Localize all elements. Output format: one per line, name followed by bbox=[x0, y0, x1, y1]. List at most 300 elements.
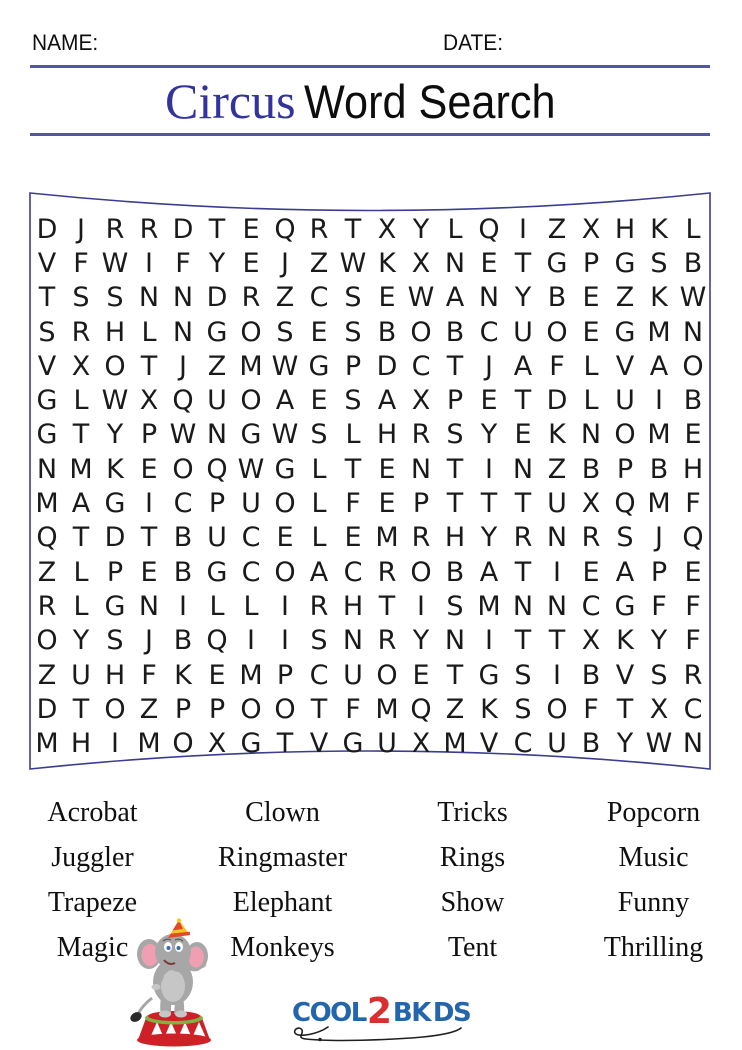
grid-letter: U bbox=[377, 728, 397, 760]
grid-letter: A bbox=[377, 385, 397, 417]
grid-letter: D bbox=[206, 282, 228, 314]
grid-letter: N bbox=[444, 247, 466, 279]
grid-letter: P bbox=[344, 350, 362, 382]
grid-letter: F bbox=[685, 625, 701, 657]
grid-letter: F bbox=[549, 350, 565, 382]
grid-letter: T bbox=[480, 488, 498, 520]
grid-letter: K bbox=[480, 693, 498, 725]
grid-letter: S bbox=[446, 419, 464, 451]
grid-letter: L bbox=[243, 590, 259, 622]
grid-letter: C bbox=[411, 350, 431, 382]
grid-letter: T bbox=[310, 693, 328, 725]
grid-letter: H bbox=[682, 453, 704, 485]
grid-letter: O bbox=[546, 316, 568, 348]
grid-letter: O bbox=[104, 693, 126, 725]
grid-letter: M bbox=[477, 590, 501, 622]
grid-letter: Q bbox=[206, 453, 228, 485]
grid-letter: W bbox=[679, 282, 707, 314]
word-item: Funny bbox=[617, 886, 690, 918]
grid-letter: W bbox=[237, 453, 265, 485]
grid-letter: H bbox=[614, 213, 636, 245]
grid-letter: E bbox=[582, 316, 600, 348]
grid-letter: K bbox=[174, 659, 192, 691]
grid-letter: C bbox=[683, 693, 703, 725]
grid-letter: U bbox=[207, 522, 227, 554]
grid-letter: R bbox=[411, 419, 431, 451]
grid-letter: Q bbox=[682, 522, 704, 554]
grid-letter: F bbox=[583, 693, 599, 725]
grid-letter: E bbox=[140, 556, 158, 588]
grid-letter: O bbox=[410, 556, 432, 588]
logo-text-cool: COOL bbox=[292, 998, 366, 1028]
grid-letter: N bbox=[478, 282, 500, 314]
logo-text-ds: DS bbox=[432, 998, 471, 1028]
grid-letter: V bbox=[309, 728, 329, 760]
grid-letter: A bbox=[513, 350, 533, 382]
grid-letter: L bbox=[685, 213, 701, 245]
grid-letter: C bbox=[309, 282, 329, 314]
grid-letter: U bbox=[547, 488, 567, 520]
grid-letter: O bbox=[614, 419, 636, 451]
grid-letter: R bbox=[513, 522, 533, 554]
grid-letter: S bbox=[310, 625, 328, 657]
grid-letter: M bbox=[239, 659, 263, 691]
word-column bbox=[380, 790, 565, 970]
grid-letter: Z bbox=[547, 213, 567, 245]
grid-letter: H bbox=[70, 728, 92, 760]
grid-letter: C bbox=[241, 556, 261, 588]
grid-letter: I bbox=[281, 590, 289, 622]
grid-letter: N bbox=[682, 316, 704, 348]
grid-letter: M bbox=[35, 728, 59, 760]
grid-letter: Q bbox=[206, 625, 228, 657]
grid-letter: G bbox=[274, 453, 296, 485]
grid-letter: T bbox=[344, 213, 362, 245]
grid-letter: T bbox=[514, 556, 532, 588]
grid-letter: Y bbox=[412, 213, 430, 245]
grid-letter: M bbox=[35, 488, 59, 520]
grid-letter: I bbox=[111, 728, 119, 760]
grid-letter: S bbox=[446, 590, 464, 622]
grid-letter: R bbox=[105, 213, 125, 245]
grid-letter: C bbox=[241, 522, 261, 554]
grid-letter: C bbox=[343, 556, 363, 588]
grid-letter: J bbox=[485, 350, 493, 382]
grid-letter: O bbox=[36, 625, 58, 657]
grid-letter: I bbox=[417, 590, 425, 622]
grid-letter: T bbox=[616, 693, 634, 725]
grid-letter: F bbox=[685, 590, 701, 622]
grid-letter: E bbox=[582, 556, 600, 588]
grid-letter: P bbox=[650, 556, 668, 588]
grid-letter: Y bbox=[72, 625, 90, 657]
grid-letter: G bbox=[478, 659, 500, 691]
grid-letter: E bbox=[480, 385, 498, 417]
grid-letter: M bbox=[647, 316, 671, 348]
grid-letter: L bbox=[141, 316, 157, 348]
grid-letter: B bbox=[581, 728, 601, 760]
grid-letter: W bbox=[169, 419, 197, 451]
grid-letter: K bbox=[650, 282, 668, 314]
grid-letter: R bbox=[241, 282, 261, 314]
grid-letter: L bbox=[345, 419, 361, 451]
grid-letter: F bbox=[141, 659, 157, 691]
grid-letter: U bbox=[343, 659, 363, 691]
grid-letter: N bbox=[512, 453, 534, 485]
title-accent: Circus bbox=[165, 73, 296, 129]
grid-letter: L bbox=[583, 385, 599, 417]
grid-letter: C bbox=[479, 316, 499, 348]
grid-letter: E bbox=[344, 522, 362, 554]
grid-letter: G bbox=[614, 316, 636, 348]
grid-letter: U bbox=[241, 488, 261, 520]
grid-letter: U bbox=[207, 385, 227, 417]
grid-letter: T bbox=[514, 625, 532, 657]
grid-letter: S bbox=[514, 693, 532, 725]
grid-letter: X bbox=[411, 728, 431, 760]
grid-letter: O bbox=[546, 693, 568, 725]
grid-letter: B bbox=[649, 453, 669, 485]
grid-letter: N bbox=[172, 282, 194, 314]
grid-letter: G bbox=[36, 385, 58, 417]
grid-letter: P bbox=[106, 556, 124, 588]
grid-letter: X bbox=[581, 625, 601, 657]
grid-letter: W bbox=[407, 282, 435, 314]
grid-letter: S bbox=[344, 385, 362, 417]
grid-letter: K bbox=[548, 419, 566, 451]
grid-letter: O bbox=[240, 316, 262, 348]
grid-letter: Z bbox=[615, 282, 635, 314]
grid-letter: C bbox=[173, 488, 193, 520]
grid-letter: D bbox=[546, 385, 568, 417]
grid-letter: T bbox=[446, 659, 464, 691]
grid-letter: Y bbox=[616, 728, 634, 760]
grid-letter: J bbox=[655, 522, 663, 554]
grid-letter: T bbox=[208, 213, 226, 245]
grid-letter: I bbox=[553, 556, 561, 588]
grid-letter: S bbox=[38, 316, 56, 348]
word-item: Magic bbox=[56, 931, 129, 963]
grid-letter: U bbox=[547, 728, 567, 760]
grid-letter: T bbox=[38, 282, 56, 314]
page-title bbox=[0, 72, 742, 130]
grid-letter: Q bbox=[36, 522, 58, 554]
grid-letter: G bbox=[104, 488, 126, 520]
grid-letter: S bbox=[276, 316, 294, 348]
grid-letter: I bbox=[519, 213, 527, 245]
grid-letter: I bbox=[281, 625, 289, 657]
grid-letter: F bbox=[651, 590, 667, 622]
word-item: Popcorn bbox=[606, 796, 701, 828]
grid-letter: K bbox=[616, 625, 634, 657]
grid-letter: L bbox=[73, 385, 89, 417]
grid-letter: X bbox=[71, 350, 91, 382]
grid-letter: S bbox=[106, 625, 124, 657]
grid-letter: O bbox=[274, 556, 296, 588]
grid-letter: S bbox=[616, 522, 634, 554]
grid-letter: U bbox=[513, 316, 533, 348]
grid-letter: C bbox=[309, 659, 329, 691]
word-item: Monkeys bbox=[230, 931, 335, 963]
grid-letter: T bbox=[548, 625, 566, 657]
grid-letter: R bbox=[309, 213, 329, 245]
grid-letter: L bbox=[583, 350, 599, 382]
grid-letter: B bbox=[445, 556, 465, 588]
grid-letter: E bbox=[310, 385, 328, 417]
grid-letter: G bbox=[614, 247, 636, 279]
grid-letter: S bbox=[514, 659, 532, 691]
word-column bbox=[565, 790, 742, 970]
grid-letter: T bbox=[72, 419, 90, 451]
grid-letter: U bbox=[71, 659, 91, 691]
grid-letter: T bbox=[514, 488, 532, 520]
word-item: Ringmaster bbox=[217, 841, 348, 873]
grid-letter: R bbox=[581, 522, 601, 554]
grid-letter: R bbox=[377, 625, 397, 657]
grid-letter: E bbox=[242, 213, 260, 245]
elephant-icon bbox=[126, 918, 222, 1048]
grid-letter: K bbox=[106, 453, 124, 485]
grid-letter: V bbox=[615, 659, 635, 691]
grid-letter: E bbox=[378, 282, 396, 314]
grid-letter: B bbox=[581, 453, 601, 485]
grid-letter: G bbox=[240, 419, 262, 451]
grid-letter: S bbox=[650, 659, 668, 691]
grid-letter: I bbox=[553, 659, 561, 691]
grid-letter: K bbox=[650, 213, 668, 245]
grid-letter: N bbox=[138, 590, 160, 622]
grid-letter: O bbox=[104, 350, 126, 382]
grid-letter: L bbox=[311, 453, 327, 485]
grid-letter: E bbox=[412, 659, 430, 691]
grid-letter: P bbox=[140, 419, 158, 451]
grid-letter: V bbox=[37, 350, 57, 382]
grid-letter: O bbox=[172, 453, 194, 485]
grid-letter: E bbox=[684, 556, 702, 588]
grid-letter: X bbox=[411, 385, 431, 417]
grid-letter: N bbox=[172, 316, 194, 348]
grid-letter: Q bbox=[172, 385, 194, 417]
grid-letter: X bbox=[649, 693, 669, 725]
grid-letter: P bbox=[446, 385, 464, 417]
grid-letter: Q bbox=[478, 213, 500, 245]
grid-letter: N bbox=[206, 419, 228, 451]
grid-letter: E bbox=[514, 419, 532, 451]
grid-letter: J bbox=[281, 247, 289, 279]
grid-letter: T bbox=[514, 247, 532, 279]
grid-letter: Y bbox=[208, 247, 226, 279]
grid-letter: R bbox=[683, 659, 703, 691]
grid-letter: B bbox=[173, 625, 193, 657]
grid-letter: F bbox=[73, 247, 89, 279]
grid-letter: Q bbox=[614, 488, 636, 520]
word-list bbox=[0, 790, 742, 970]
logo-text bbox=[292, 991, 471, 1032]
logo-swoosh bbox=[288, 1024, 466, 1044]
grid-letter: O bbox=[240, 693, 262, 725]
grid-letter: N bbox=[138, 282, 160, 314]
grid-letter: Z bbox=[37, 659, 57, 691]
grid-letter: L bbox=[311, 488, 327, 520]
grid-letter: N bbox=[546, 522, 568, 554]
date-label: DATE: bbox=[443, 30, 503, 55]
word-item: Elephant bbox=[232, 886, 333, 918]
word-item: Juggler bbox=[51, 841, 134, 873]
grid-letter: I bbox=[485, 453, 493, 485]
grid-letter: J bbox=[179, 350, 187, 382]
grid-letter: O bbox=[274, 693, 296, 725]
grid-letter: P bbox=[174, 693, 192, 725]
grid-letter: R bbox=[411, 522, 431, 554]
grid-letter: A bbox=[479, 556, 499, 588]
grid-letter: N bbox=[580, 419, 602, 451]
grid-letter: L bbox=[447, 213, 463, 245]
grid-letter: T bbox=[72, 693, 90, 725]
grid-letter: X bbox=[139, 385, 159, 417]
grid-letter: M bbox=[69, 453, 93, 485]
top-divider-line bbox=[30, 65, 710, 68]
grid-letter: T bbox=[514, 385, 532, 417]
grid-letter: X bbox=[581, 213, 601, 245]
grid-letter: J bbox=[145, 625, 153, 657]
grid-letter: G bbox=[342, 728, 364, 760]
grid-letter: B bbox=[683, 247, 703, 279]
grid-letter: N bbox=[36, 453, 58, 485]
grid-letter: E bbox=[208, 659, 226, 691]
grid-letter: I bbox=[655, 385, 663, 417]
grid-letter: E bbox=[310, 316, 328, 348]
grid-letter: P bbox=[276, 659, 294, 691]
grid-letter: W bbox=[271, 419, 299, 451]
grid-letter: E bbox=[684, 419, 702, 451]
grid-letter: E bbox=[242, 247, 260, 279]
grid-letter: B bbox=[173, 522, 193, 554]
grid-letter: X bbox=[581, 488, 601, 520]
grid-letter: J bbox=[77, 213, 85, 245]
grid-letter: C bbox=[581, 590, 601, 622]
grid-letter: A bbox=[649, 350, 669, 382]
word-item: Music bbox=[618, 841, 689, 873]
grid-letter: O bbox=[240, 385, 262, 417]
grid-letter: I bbox=[247, 625, 255, 657]
grid-letter: P bbox=[616, 453, 634, 485]
word-item: Tent bbox=[447, 931, 498, 963]
grid-letter: W bbox=[101, 385, 129, 417]
grid-letter: A bbox=[71, 488, 91, 520]
grid-letter: P bbox=[208, 488, 226, 520]
grid-letter: Y bbox=[480, 419, 498, 451]
grid-letter: W bbox=[339, 247, 367, 279]
wordsearch-grid bbox=[30, 212, 710, 761]
logo-text-bk: BK bbox=[392, 998, 430, 1028]
grid-letter: N bbox=[342, 625, 364, 657]
grid-letter: V bbox=[37, 247, 57, 279]
grid-letter: E bbox=[276, 522, 294, 554]
grid-letter: A bbox=[615, 556, 635, 588]
grid-letter: D bbox=[172, 213, 194, 245]
title-rest: Word Search bbox=[303, 75, 556, 128]
grid-letter: L bbox=[73, 556, 89, 588]
grid-letter: Q bbox=[410, 693, 432, 725]
title-underline bbox=[30, 133, 710, 136]
grid-letter: G bbox=[546, 247, 568, 279]
grid-letter: B bbox=[581, 659, 601, 691]
grid-letter: L bbox=[311, 522, 327, 554]
grid-letter: R bbox=[377, 556, 397, 588]
grid-letter: E bbox=[140, 453, 158, 485]
grid-letter: M bbox=[647, 419, 671, 451]
word-item: Show bbox=[440, 886, 505, 918]
grid-letter: T bbox=[446, 488, 464, 520]
grid-letter: Y bbox=[480, 522, 498, 554]
grid-letter: U bbox=[615, 385, 635, 417]
grid-letter: H bbox=[104, 316, 126, 348]
grid-letter: I bbox=[145, 488, 153, 520]
grid-letter: B bbox=[683, 385, 703, 417]
grid-letter: B bbox=[377, 316, 397, 348]
grid-letter: O bbox=[410, 316, 432, 348]
grid-letter: W bbox=[101, 247, 129, 279]
circus-elephant-illustration bbox=[126, 918, 222, 1048]
grid-letter: T bbox=[446, 350, 464, 382]
grid-letter: M bbox=[375, 522, 399, 554]
grid-letter: H bbox=[104, 659, 126, 691]
grid-letter: F bbox=[345, 488, 361, 520]
grid-letter: D bbox=[36, 693, 58, 725]
grid-letter: R bbox=[37, 590, 57, 622]
grid-letter: C bbox=[513, 728, 533, 760]
grid-letter: T bbox=[344, 453, 362, 485]
grid-letter: O bbox=[376, 659, 398, 691]
grid-letter: Z bbox=[37, 556, 57, 588]
grid-letter: G bbox=[36, 419, 58, 451]
word-item: Thrilling bbox=[603, 931, 704, 963]
grid-letter: Q bbox=[274, 213, 296, 245]
grid-letter: Y bbox=[106, 419, 124, 451]
grid-letter: Y bbox=[412, 625, 430, 657]
grid-letter: T bbox=[446, 453, 464, 485]
grid-letter: O bbox=[274, 488, 296, 520]
name-label: NAME: bbox=[32, 30, 99, 55]
grid-letter: T bbox=[276, 728, 294, 760]
grid-letter: D bbox=[376, 350, 398, 382]
grid-letter: X bbox=[207, 728, 227, 760]
word-item: Clown bbox=[245, 796, 320, 828]
grid-letter: E bbox=[378, 453, 396, 485]
grid-letter: S bbox=[310, 419, 328, 451]
grid-letter: S bbox=[72, 282, 90, 314]
grid-letter: B bbox=[173, 556, 193, 588]
grid-letter: Z bbox=[547, 453, 567, 485]
grid-letter: E bbox=[378, 488, 396, 520]
grid-letter: O bbox=[172, 728, 194, 760]
grid-letter: N bbox=[410, 453, 432, 485]
grid-letter: A bbox=[445, 282, 465, 314]
grid-letter: M bbox=[443, 728, 467, 760]
grid-letter: G bbox=[308, 350, 330, 382]
word-item: Tricks bbox=[437, 796, 508, 828]
grid-letter: O bbox=[682, 350, 704, 382]
word-item: Trapeze bbox=[47, 886, 138, 918]
grid-letter: G bbox=[206, 316, 228, 348]
grid-letter: Z bbox=[275, 282, 295, 314]
grid-letter: Y bbox=[514, 282, 532, 314]
grid-letter: X bbox=[411, 247, 431, 279]
grid-letter: R bbox=[71, 316, 91, 348]
grid-letter: Z bbox=[309, 247, 329, 279]
grid-letter: R bbox=[139, 213, 159, 245]
grid-letter: H bbox=[376, 419, 398, 451]
